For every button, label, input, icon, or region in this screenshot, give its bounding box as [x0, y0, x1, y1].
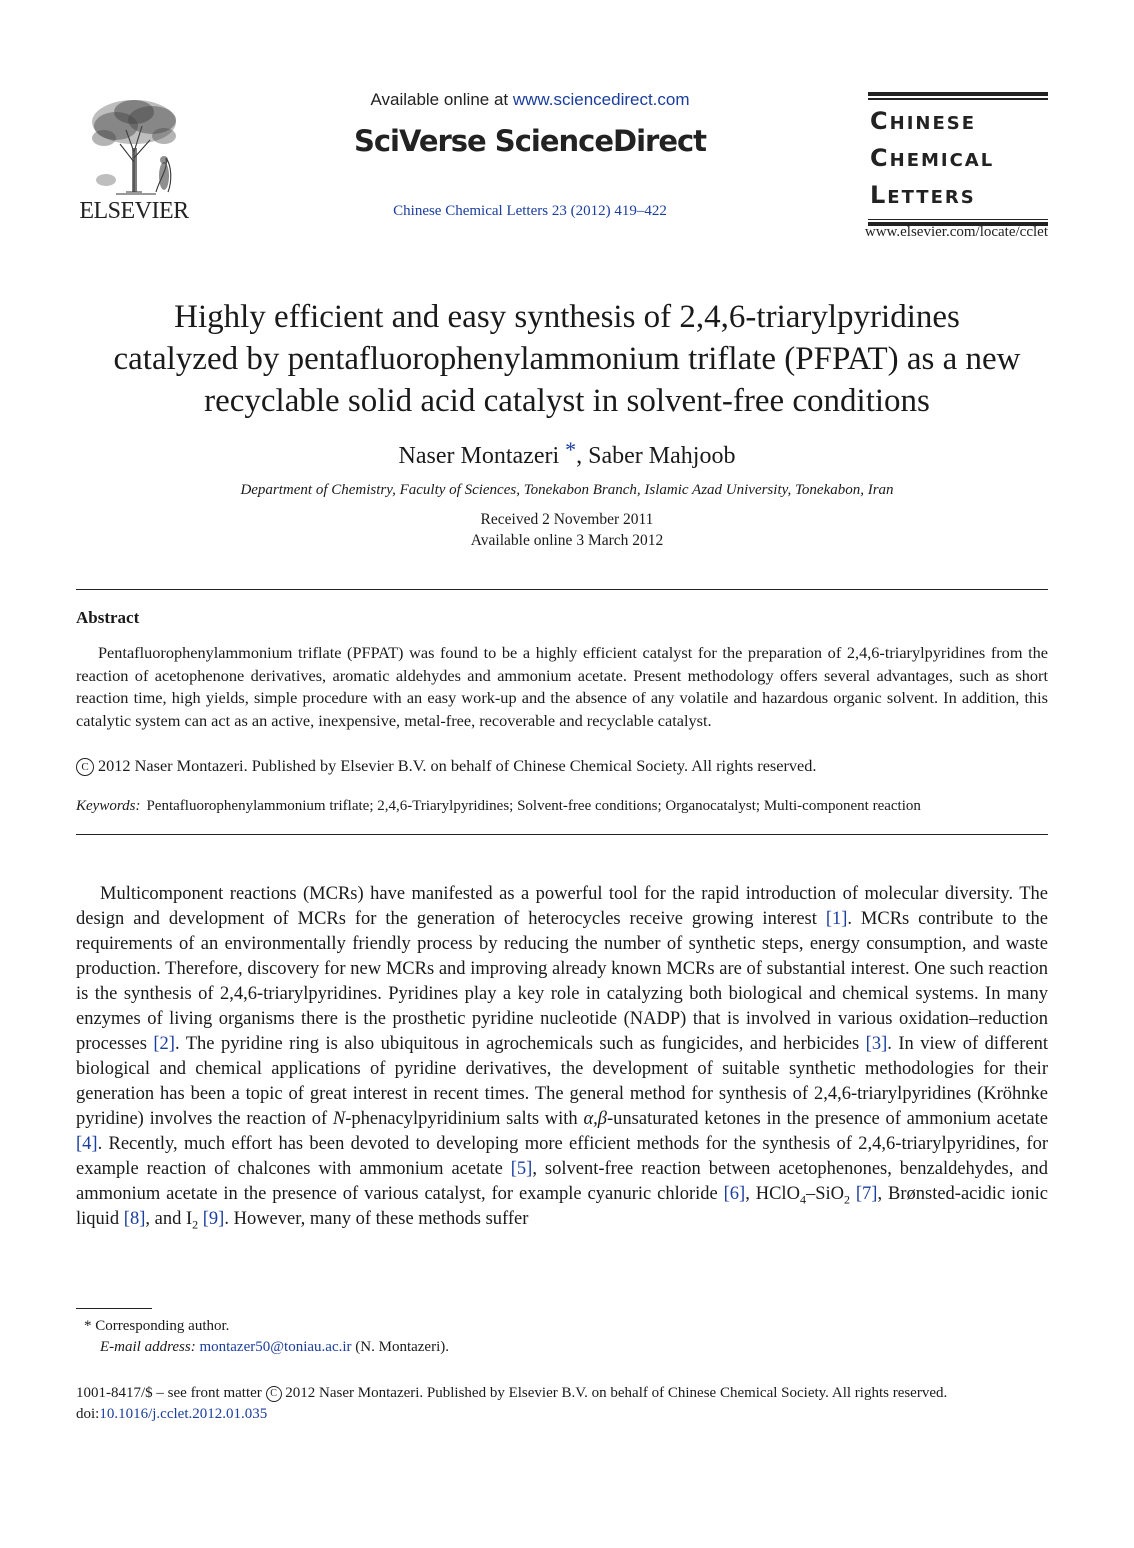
doi-link[interactable]: 10.1016/j.cclet.2012.01.035 [99, 1406, 268, 1422]
tree-emblem-icon [76, 92, 192, 198]
body-text [76, 882, 1048, 1232]
reference-link[interactable]: [2] [153, 1034, 175, 1054]
abstract-heading: Abstract [76, 608, 140, 627]
footnotes [84, 1316, 449, 1358]
journal-logo-line: CHEMICAL [870, 143, 995, 172]
reference-link[interactable]: [3] [865, 1034, 888, 1054]
journal-url: www.elsevier.com/locate/cclet [864, 224, 1048, 240]
author-name: Naser Montazeri [398, 443, 560, 469]
abstract-copyright: C 2012 Naser Montazeri. Published by Elsevier B.V. on behalf of Chinese Chemical Society. All rights reserved. [76, 756, 817, 776]
available-prefix: Available online at [370, 90, 513, 109]
journal-logo-rule [868, 92, 1048, 96]
reference-link[interactable]: [7] [855, 1184, 878, 1204]
keywords-label: Keywords: [76, 798, 141, 814]
abstract-text: Pentafluorophenylammonium triflate (PFPAT) was found to be a highly efficient catalyst for the preparation of 2,4,6-triarylpyridines from the reaction of acetophenone derivatives, aromatic aldehydes and ammonium acetate. Present methodology offers several advantages, such as short reaction time, high yields, simple procedure with an easy work-up and the absence of any volatile and hazardous organic solvent. In addition, this catalytic system can act as an active, inexpensive, metal-free, recoverable and recyclable catalyst. [76, 643, 1048, 730]
platform-wordmark: SciVerse ScienceDirect [353, 124, 707, 158]
journal-logo-rule [868, 98, 1048, 100]
title-line: catalyzed by pentafluorophenylammonium triflate (PFPAT) as a new [113, 341, 1021, 377]
reference-link[interactable]: [6] [723, 1184, 746, 1204]
reference-link[interactable]: [1] [825, 909, 848, 929]
section-divider [76, 589, 1048, 590]
corresponding-author-note: * Corresponding author. [84, 1318, 230, 1334]
doi-line: doi:10.1016/j.cclet.2012.01.035 [76, 1406, 268, 1422]
reference-link[interactable]: [9] [202, 1209, 225, 1229]
issn-line: 1001-8417/$ – see front matter C 2012 Naser Montazeri. Published by Elsevier B.V. on behalf of Chinese Chemical Society. All rights reserved. [76, 1385, 948, 1401]
article-dates [60, 509, 1074, 551]
paper-title [60, 296, 1074, 422]
reference-link[interactable]: [5] [510, 1159, 533, 1179]
keywords-list: Pentafluorophenylammonium triflate; 2,4,6-Triarylpyridines; Solvent-free conditions; Organocatalyst; Multi-component reaction [146, 798, 921, 814]
title-line: Highly efficient and easy synthesis of 2,4,6-triarylpyridines [174, 299, 960, 335]
sciencedirect-link[interactable]: www.sciencedirect.com [512, 90, 690, 109]
copyright-icon: C [76, 758, 94, 776]
available-online-date: Available online 3 March 2012 [470, 532, 664, 549]
available-online-line [300, 90, 760, 110]
author-list [60, 437, 1074, 470]
reference-link[interactable]: [4] [76, 1134, 98, 1154]
journal-logo-line: LETTERS [870, 180, 976, 209]
email-note: E-mail address: montazer50@toniau.ac.ir (N. Montazeri). [100, 1339, 449, 1355]
email-link[interactable]: montazer50@toniau.ac.ir [199, 1339, 352, 1355]
journal-logo-rule [868, 219, 1048, 221]
journal-logo-line: CHINESE [870, 106, 977, 135]
copyright-icon: C [266, 1386, 282, 1402]
journal-logo [868, 92, 1048, 222]
publisher-name: ELSEVIER [79, 198, 189, 224]
author-name: Saber Mahjoob [588, 443, 736, 469]
reference-link[interactable]: [8] [123, 1209, 146, 1229]
body-paragraph: Multicomponent reactions (MCRs) have manifested as a powerful tool for the rapid introduction of molecular diversity. The design and development of MCRs for the generation of heterocycles receive growing interest [1]. MCRs contribute to the requirements of an environmentally friendly process by reducing the number of synthetic steps, energy consumption, and waste production. Therefore, discovery for new MCRs and improving already known MCRs are of substantial interest. One such reaction is the synthesis of 2,4,6-triarylpyridines. Pyridines play a key role in catalyzing both biological and chemical systems. In many enzymes of living organisms there is the prosthetic pyridine nucleotide (NADP) that is involved in various oxidation–reduction processes [2]. The pyridine ring is also ubiquitous in agrochemicals such as fungicides, and herbicides [3]. In view of different biological and chemical applications of pyridine derivatives, the development of suitable synthetic methodologies for their generation has been a topic of great interest in recent times. The general method for synthesis of 2,4,6-triarylpyridines (Kröhnke pyridine) involves the reaction of N-phenacylpyridinium salts with α,β-unsaturated ketones in the presence of ammonium acetate [4]. Recently, much effort has been devoted to developing more efficient methods for the synthesis of 2,4,6-triarylpyridines, for example reaction of chalcones with ammonium acetate [5], solvent-free reaction between acetophenones, benzaldehydes, and ammonium acetate in the presence of various catalyst, for example cyanuric chloride [6], HClO$_4$–SiO$_2$ [7], Brønsted-acidic ionic liquid [8], and $I_2$ [9]. However, many of these methods suffer [76, 884, 1049, 1232]
page-footer [76, 1383, 1048, 1425]
section-divider [76, 834, 1048, 835]
corresponding-author-mark[interactable]: * [565, 437, 577, 462]
journal-citation-link[interactable]: Chinese Chemical Letters 23 (2012) 419–422 [393, 203, 667, 219]
footnote-divider [76, 1308, 152, 1309]
email-label: E-mail address: [100, 1339, 196, 1355]
author-separator: , [576, 443, 589, 469]
keywords [76, 798, 921, 815]
affiliation: Department of Chemistry, Faculty of Sciences, Tonekabon Branch, Islamic Azad University, Tonekabon, Iran [240, 482, 894, 498]
title-line: recyclable solid acid catalyst in solvent-free conditions [204, 383, 930, 419]
received-date: Received 2 November 2011 [480, 511, 654, 528]
